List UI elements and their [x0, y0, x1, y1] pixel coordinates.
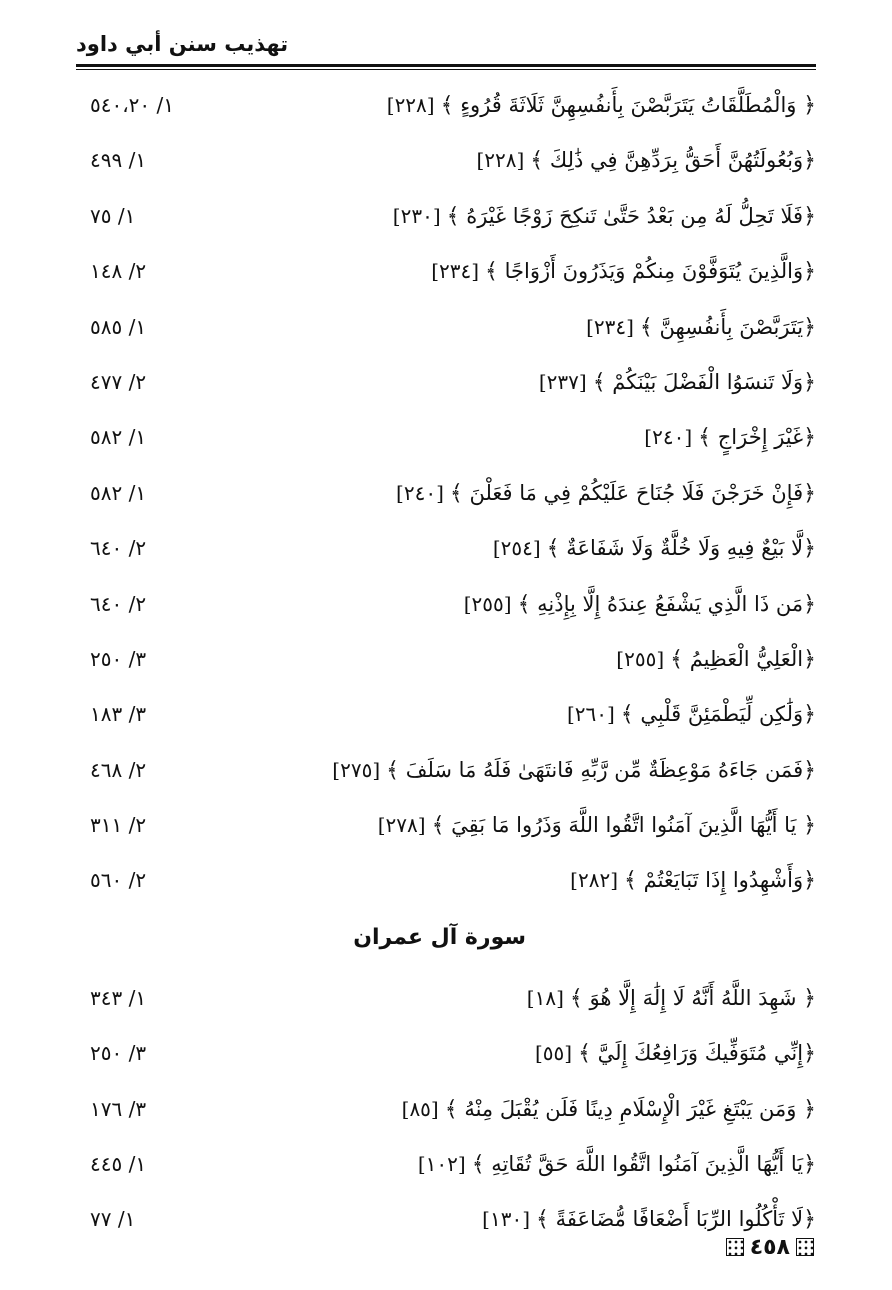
ornament-close: ﴾ [698, 425, 712, 451]
verse-number: [٢٥٥] [616, 646, 665, 671]
index-row [76, 691, 816, 746]
index-row [76, 857, 816, 912]
verse-quote: وَالْمُطَلَّقَاتُ يَتَرَبَّصْنَ بِأَنفُسِهِنَّ ثَلَاثَةَ قُرُوءٍ [460, 93, 797, 117]
ornament-open: ﴿ [803, 148, 816, 174]
verse-number: [٢٤٠] [644, 425, 693, 450]
verse-text [396, 478, 816, 509]
verse-text [476, 145, 816, 176]
verse-number: [١٠٢] [417, 1152, 466, 1177]
verse-number: [٢٣٤] [431, 259, 480, 284]
verse-number: [٢٧٨] [377, 813, 426, 838]
ornament-close: ﴾ [446, 203, 460, 229]
verse-number: [٢٣٠] [392, 203, 441, 228]
verse-number: [٢٨٢] [570, 868, 619, 893]
ornament-open: ﴿ [803, 1041, 816, 1067]
book-title: تهذيب سنن أبي داود [76, 32, 289, 56]
verse-quote: وَأَشْهِدُوا إِذَا تَبَايَعْتُمْ [643, 868, 804, 893]
verse-number: [٢٥٤] [492, 536, 541, 561]
verse-number: [٥٥] [534, 1041, 573, 1066]
ornament-open: ﴿ [803, 93, 816, 118]
verse-text [431, 256, 816, 287]
index-row [76, 1030, 816, 1085]
verse-quote: الْعَلِيُّ الْعَظِيمُ [689, 646, 804, 671]
volume-page-ref: ٢/ ١٤٨ [90, 259, 147, 284]
verse-text [535, 1038, 816, 1069]
ornament-open: ﴿ [803, 702, 816, 728]
volume-page-ref: ١/ ٧٥ [90, 203, 136, 228]
verse-text [393, 201, 816, 232]
verse-text [332, 755, 816, 786]
verse-text [586, 312, 816, 343]
ornament-open: ﴿ [803, 985, 816, 1011]
index-row [76, 975, 816, 1030]
surah-heading-row [76, 913, 816, 975]
volume-page-ref: ٣/ ٢٥٠ [90, 646, 147, 671]
ornament-open: ﴿ [803, 757, 816, 783]
verse-number: [٢٣٧] [538, 369, 587, 394]
ornament-close: ﴾ [592, 369, 606, 395]
verse-text [567, 699, 816, 730]
running-header [76, 28, 816, 66]
ornament-open: ﴿ [803, 1207, 816, 1233]
volume-page-ref: ١/ ٧٧ [90, 1207, 136, 1232]
verse-quote: فَإِنْ خَرَجْنَ فَلَا جُنَاحَ عَلَيْكُمْ فِي مَا فَعَلْنَ [469, 480, 804, 505]
index-row [76, 248, 816, 303]
ornament-close: ﴾ [444, 1096, 458, 1122]
verse-quote: وَالَّذِينَ يُتَوَفَّوْنَ مِنكُمْ وَيَذَرُونَ أَزْوَاجًا [504, 259, 804, 284]
verse-text [387, 90, 816, 121]
verse-number: [٢٣٤] [586, 314, 634, 339]
ornament-open: ﴿ [803, 1152, 816, 1178]
page-footer [726, 1232, 814, 1262]
ornament-open: ﴿ [803, 813, 816, 839]
verse-text [644, 422, 816, 453]
fleuron-icon [726, 1238, 744, 1256]
ornament-close: ﴾ [517, 591, 531, 617]
verse-quote: غَيْرَ إِخْرَاجٍ [717, 425, 804, 450]
ornament-close: ﴾ [624, 868, 637, 894]
verse-number: [٢٥٥] [463, 591, 512, 616]
verse-index [76, 82, 816, 1252]
verse-text [402, 1094, 816, 1125]
volume-page-ref: ١/ ٣٤٣ [90, 985, 147, 1010]
page-number: ٤٥٨ [749, 1234, 790, 1260]
verse-quote: وَمَن يَبْتَغِ غَيْرَ الْإِسْلَامِ دِينًا فَلَن يُقْبَلَ مِنْهُ [464, 1096, 797, 1121]
verse-text [493, 533, 816, 564]
volume-page-ref: ١/ ٥٨٢ [90, 425, 147, 450]
index-row [76, 802, 816, 857]
verse-number: [٢٤٠] [396, 480, 444, 505]
verse-quote: يَتَرَبَّصْنَ بِأَنفُسِهِنَّ [659, 314, 804, 339]
ornament-open: ﴿ [803, 1096, 816, 1122]
verse-quote: يَا أَيُّهَا الَّذِينَ آمَنُوا اتَّقُوا اللَّهَ وَذَرُوا مَا بَقِيَ [451, 813, 797, 838]
volume-page-ref: ١/ ٥٨٥ [90, 314, 147, 339]
index-row [76, 581, 816, 636]
ornament-open: ﴿ [803, 480, 816, 506]
volume-page-ref: ٢/ ٤٧٧ [90, 369, 147, 394]
verse-text [527, 983, 816, 1014]
index-row [76, 193, 816, 248]
verse-quote: مَن ذَا الَّذِي يَشْفَعُ عِندَهُ إِلَّا بِإِذْنِهِ [537, 591, 804, 616]
volume-page-ref: ٢/ ٦٤٠ [90, 536, 147, 561]
verse-text [482, 1204, 816, 1235]
volume-page-ref: ٢/ ٤٦٨ [90, 757, 147, 782]
verse-text [378, 810, 816, 841]
ornament-close: ﴾ [569, 985, 583, 1011]
verse-number: [٨٥] [401, 1096, 439, 1121]
volume-page-ref: ٢/ ٣١١ [90, 813, 147, 838]
verse-number: [١٣٠] [482, 1207, 530, 1232]
index-row [76, 525, 816, 580]
verse-quote: لَا تَأْكُلُوا الرِّبَا أَضْعَافًا مُّضَاعَفَةً [555, 1207, 804, 1232]
index-row [76, 636, 816, 691]
header-rule-thin [76, 69, 816, 70]
verse-quote: وَلَا تَنسَوُا الْفَضْلَ بَيْنَكُمْ [612, 369, 804, 394]
verse-number: [١٨] [526, 985, 564, 1010]
ornament-close: ﴾ [670, 646, 684, 672]
verse-number: [٢٧٥] [332, 757, 381, 782]
ornament-open: ﴿ [803, 868, 816, 894]
ornament-close: ﴾ [546, 536, 560, 562]
volume-page-ref: ١/ ٤٩٩ [90, 148, 147, 173]
volume-page-ref: ١/ ٥٨٢ [90, 480, 147, 505]
verse-quote: فَمَن جَاءَهُ مَوْعِظَةٌ مِّن رَّبِّهِ فَانتَهَىٰ فَلَهُ مَا سَلَفَ [405, 757, 804, 782]
ornament-open: ﴿ [803, 369, 816, 395]
ornament-close: ﴾ [386, 757, 400, 783]
ornament-open: ﴿ [803, 259, 816, 285]
verse-quote: فَلَا تَحِلُّ لَهُ مِن بَعْدُ حَتَّىٰ تَنكِحَ زَوْجًا غَيْرَهُ [466, 203, 804, 228]
verse-text [418, 1149, 816, 1180]
surah-heading: سورة آل عمران [353, 924, 526, 950]
verse-quote: وَبُعُولَتُهُنَّ أَحَقُّ بِرَدِّهِنَّ فِي ذَٰلِكَ [549, 148, 804, 173]
index-row [76, 359, 816, 414]
ornament-close: ﴾ [639, 314, 653, 340]
ornament-close: ﴾ [471, 1152, 485, 1178]
ornament-close: ﴾ [536, 1207, 549, 1233]
verse-quote: لَّا بَيْعٌ فِيهِ وَلَا خُلَّةٌ وَلَا شَفَاعَةٌ [566, 536, 804, 561]
ornament-close: ﴾ [485, 259, 498, 285]
volume-page-ref: ٢/ ٥٦٠ [90, 868, 147, 893]
verse-text [539, 367, 816, 398]
header-rule-thick [76, 64, 816, 67]
ornament-close: ﴾ [440, 93, 454, 118]
index-row [76, 304, 816, 359]
verse-quote: إِنِّي مُتَوَفِّيكَ وَرَافِعُكَ إِلَيَّ [597, 1041, 804, 1066]
index-row [76, 747, 816, 802]
fleuron-icon [796, 1238, 814, 1256]
ornament-close: ﴾ [530, 148, 544, 174]
ornament-open: ﴿ [803, 203, 816, 229]
index-row [76, 1196, 816, 1251]
verse-text [570, 865, 816, 896]
verse-text [464, 589, 816, 620]
volume-page-ref: ٣/ ١٨٣ [90, 702, 147, 727]
verse-number: [٢٦٠] [566, 702, 615, 727]
ornament-open: ﴿ [803, 425, 816, 451]
ornament-close: ﴾ [449, 480, 463, 506]
volume-page-ref: ١/ ٥٤٠،٢٠ [90, 93, 175, 117]
verse-quote: يَا أَيُّهَا الَّذِينَ آمَنُوا اتَّقُوا اللَّهَ حَقَّ تُقَاتِهِ [491, 1152, 804, 1177]
index-row [76, 137, 816, 192]
ornament-open: ﴿ [803, 314, 816, 340]
ornament-close: ﴾ [578, 1041, 591, 1067]
index-row [76, 1086, 816, 1141]
volume-page-ref: ١/ ٤٤٥ [90, 1152, 147, 1177]
volume-page-ref: ٣/ ١٧٦ [90, 1096, 147, 1121]
ornament-open: ﴿ [803, 646, 816, 672]
index-row [76, 470, 816, 525]
verse-text [616, 644, 816, 675]
index-row [76, 82, 816, 137]
ornament-close: ﴾ [620, 702, 634, 728]
verse-number: [٢٢٨] [386, 93, 435, 117]
verse-quote: شَهِدَ اللَّهُ أَنَّهُ لَا إِلَٰهَ إِلَّا هُوَ [589, 985, 797, 1010]
ornament-close: ﴾ [431, 813, 445, 839]
index-row [76, 1141, 816, 1196]
verse-quote: وَلَٰكِن لِّيَطْمَئِنَّ قَلْبِي [640, 702, 804, 727]
ornament-open: ﴿ [803, 591, 816, 617]
volume-page-ref: ٣/ ٢٥٠ [90, 1041, 147, 1066]
verse-number: [٢٢٨] [476, 148, 525, 173]
volume-page-ref: ٢/ ٦٤٠ [90, 591, 147, 616]
ornament-open: ﴿ [803, 536, 816, 562]
index-row [76, 414, 816, 469]
